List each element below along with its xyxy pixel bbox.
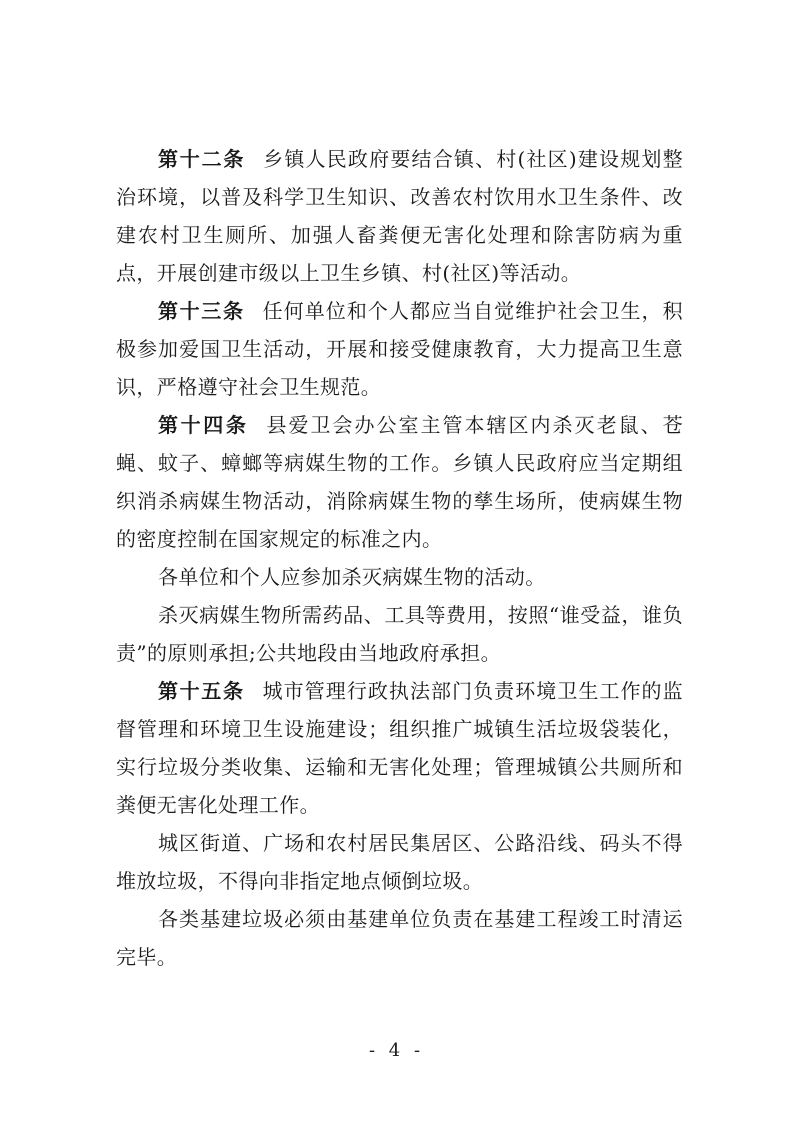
article-number: 第十三条: [158, 299, 245, 323]
document-page: [116, 140, 683, 976]
article-14: [116, 406, 683, 558]
article-12: [116, 140, 683, 292]
article-text: 县爱卫会办公室主管本辖区内杀灭老鼠、苍蝇、蚊子、蟑螂等病媒生物的工作。乡镇人民政府应当定期组织消杀病媒生物活动，消除病媒生物的孳生场所，使病媒生物的密度控制在国家规定的标准之内。: [116, 413, 683, 551]
article-number: 第十四条: [158, 413, 249, 437]
article-text: 乡镇人民政府要结合镇、村(社区)建设规划整治环境，以普及科学卫生知识、改善农村饮用水卫生条件、改建农村卫生厕所、加强人畜粪便无害化处理和除害防病为重点，开展创建市级以上卫生乡镇、村(社区)等活动。: [116, 147, 683, 285]
article-15-paragraph-2: 城区街道、广场和农村居民集居区、公路沿线、码头不得堆放垃圾，不得向非指定地点倾倒垃圾。: [116, 831, 683, 893]
page-number: - 4 -: [368, 1040, 425, 1061]
article-13: [116, 292, 683, 406]
article-number: 第十五条: [158, 679, 245, 703]
article-text: 城市管理行政执法部门负责环境卫生工作的监督管理和环境卫生设施建设；组织推广城镇生活垃圾袋装化，实行垃圾分类收集、运输和无害化处理；管理城镇公共厕所和粪便无害化处理工作。: [116, 679, 684, 817]
article-14-paragraph-3: 杀灭病媒生物所需药品、工具等费用，按照“谁受益，谁负责”的原则承担;公共地段由当地政府承担。: [116, 603, 683, 665]
article-15-paragraph-3: 各类基建垃圾必须由基建单位负责在基建工程竣工时清运完毕。: [116, 907, 683, 969]
article-text: 任何单位和个人都应当自觉维护社会卫生，积极参加爱国卫生活动，开展和接受健康教育，大力提高卫生意识，严格遵守社会卫生规范。: [116, 299, 684, 399]
article-14-paragraph-2: 各单位和个人应参加杀灭病媒生物的活动。: [158, 565, 546, 589]
article-number: 第十二条: [158, 147, 246, 171]
article-15: [116, 672, 683, 824]
